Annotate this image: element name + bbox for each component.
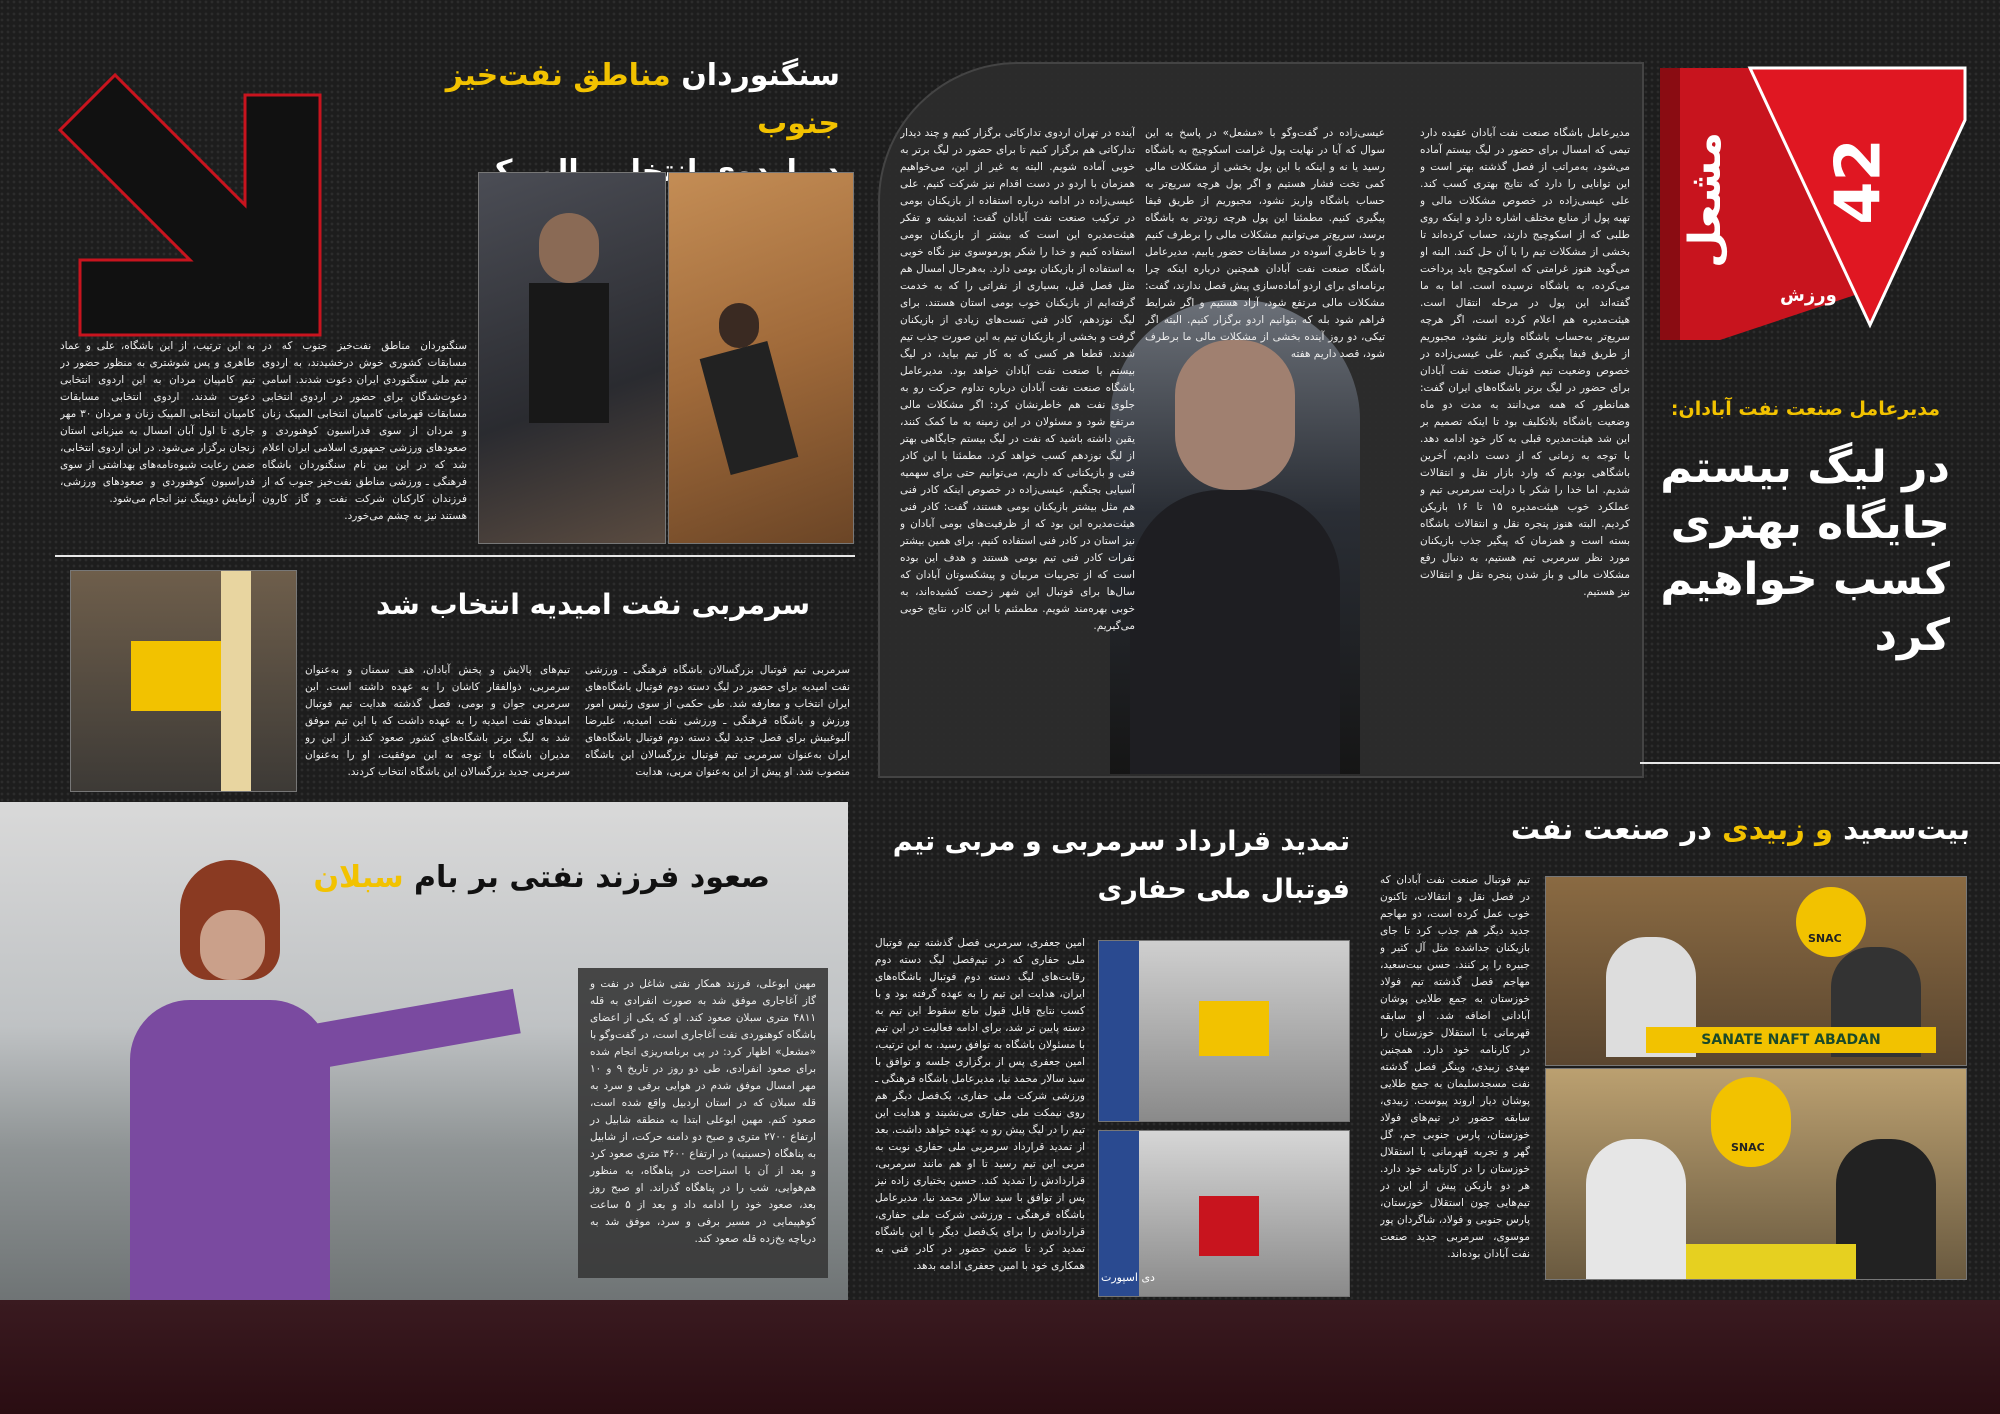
- summit-climber: [110, 860, 410, 1300]
- signing-photo-1: [1545, 876, 1967, 1066]
- summit-headline: صعود فرزند نفتی بر بام سبلان: [313, 860, 770, 895]
- contract-photo-2: [1098, 1130, 1350, 1297]
- signing-badge-1: SNAC: [1808, 932, 1842, 945]
- arrow-graphic: [40, 55, 330, 345]
- climbing-col1: سنگنوردان مناطق نفت‌خیز جنوب که در مسابقات کشوری خوش درخشیدند، به اردوی تیم ملی سنگنوردی ایران دعوت شدند. اسامی دعوت‌شدگان برای حضور در اردوی انتخابی مسابقات قهرمانی کامپیان انتخابی المپیک زنان و مردان از سوی فدراسیون کوهنوردی و صعودهای ورزشی جمهوری اسلامی ایران اعلام شد که در این بین نام سنگنوردان باشگاه فرهنگی ـ ورزشی مناطق نفت‌خیز جنوب که از فرزندان کارکنان شرکت نفت و گاز کارون هستند نیز به چشم می‌خورد.: [262, 340, 467, 522]
- contract-photo-1: [1098, 940, 1350, 1122]
- summit-headline-highlight: سبلان: [313, 860, 404, 895]
- main-headline-line-1: در لیگ بیستم: [1660, 442, 1950, 493]
- signing-photo-2: [1545, 1068, 1967, 1280]
- signing-badge-2: SNAC: [1731, 1141, 1765, 1154]
- coach-col2: تیم‌های پالایش و پخش آبادان، هف سمنان و به‌عنوان سرمربی، ذوالفقار کاشان را به عهده داشته است. این سرمربی جوان و بومی، فصل گذشته هدایت تیم فوتبال امیدهای نفت امیدیه را به عهده داشت که با این تیم موفق شد به لیگ برتر باشگاه‌های کشور صعود کند. از این رو مدیران باشگاه با توجه به این موفقیت، او را به‌عنوان سرمربی جدید بزرگسالان این باشگاه انتخاب کردند.: [305, 664, 570, 778]
- signing-headline: بیت‌سعید و زبیدی در صنعت نفت: [1510, 812, 1970, 846]
- main-headline-line-2: جایگاه بهتری: [1670, 498, 1950, 549]
- section-divider-1: [55, 555, 855, 557]
- climber-photo-1: [478, 172, 666, 544]
- climbing-col2: به این ترتیب، از این باشگاه، علی و عماد طاهری و پس شوشتری به منظور حضور در تیم کامپیان مردان به این اردوی انتخابی دعوت شدند. اردوی انتخابی مسابقات کامپیان انتخابی المپیک زنان و مردان ۳۰ مهر جاری تا اول آبان امسال به میزبانی استان زنجان برگزار می‌شود. در این اردوی انتخابی، ضمن رعایت شیوه‌نامه‌های بهداشتی از سوی فدراسیون کوهنوردی و صعودهای ورزشی، آزمایش دوپینگ نیز انجام می‌شود.: [60, 340, 255, 505]
- section-label: ورزش: [1780, 285, 1837, 306]
- main-story-col3: آینده در تهران اردوی تدارکاتی برگزار کنیم و چند دیدار تدارکاتی هم برگزار کنیم تا برای حضور در لیگ برتر به خوبی آماده شویم. البته به غیر از این، می‌خواهیم همزمان با اردو در دست اقدام نیز شرکت کنیم. علی عیسی‌زاده در ادامه درباره استفاده از بازیکنان بومی در ترکیب صنعت نفت آبادان گفت: اندیشه و تفکر هیئت‌مدیره این است که بیشتر از بازیکنان بومی استفاده کنیم و خدا را شکر پورموسوی نیز نگاه خوبی به استفاده از بازیکنان بومی دارد. به‌هرحال امسال هم مثل فصل قبل، بسیاری از نفراتی را که به خدمت گرفته‌ایم از بازیکنان خوب بومی استان هستند. برای لیگ نوزدهم، کادر فنی تست‌های زیادی از بازیکنان گرفت و بخشی از بازیکنان تیم به این صورت جذب تیم شدند. قطعا هر کسی که به کار تیم بیاید، در لیگ بیستم با صنعت نفت آبادان خواهد بود. مدیرعامل باشگاه صنعت نفت آبادان درباره تداوم حرکت رو به جلوی نفت هم خاطرنشان کرد: اگر مشکلات مالی مرتفع شود و مسئولان در این زمینه به ما کمک کنند، یقین داشته باشید که نفت در لیگ بیستم جایگاهی بهتر از لیگ نوزدهم کسب خواهد کرد. مطمئنا با این کادر فنی و بازیکنانی که داریم، می‌توانیم حتی برای سهمیه آسیایی بجنگیم. عیسی‌زاده در خصوص اینکه کادر فنی هم مثل بیشتر بازیکنان بومی هستند، گفت: کادر فنی هیئت‌مدیره این بود که از ظرفیت‌های بومی آبادان و نیز استان در کادر فنی استفاده کنیم. برای همین بیشتر نفرات کادر فنی تیم بومی هستند و هدف این بوده است که از تجربیات مربیان و پیشکسوتان آبادان که سال‌ها برای فوتبال این شهر زحمت کشیده‌اند، به خوبی بهره‌مند شویم. مطمئنم با این کادر، نتایج خوبی می‌گیریم.: [900, 127, 1135, 632]
- contract-photo-label: دی اسپورت: [1101, 1271, 1155, 1284]
- masthead: [1640, 60, 1970, 340]
- main-headline-line-3: کسب خواهیم: [1660, 554, 1950, 605]
- climbing-headline-highlight: مناطق نفت‌خیز جنوب: [445, 58, 840, 141]
- climber-photo-2: [668, 172, 854, 544]
- contract-headline-line-1: تمدید قرارداد سرمربی و مربی تیم: [892, 826, 1350, 857]
- main-story-headline: [1650, 440, 1950, 664]
- section-divider-2: [1640, 762, 2000, 764]
- signing-body: تیم فوتبال صنعت نفت آبادان که در فصل نقل و انتقالات، تاکنون خوب عمل کرده است، دو مهاجم جدید دیگر هم جذب کرد تا جای بازیکنان جداشده مثل آل کثیر و جبیره را پر کنند. حسن بیت‌سعید، مهاجم فصل گذشته تیم فولاد خوزستان به جمع طلایی پوشان آبادانی اضافه شد. او سابقه قهرمانی با استقلال خوزستان را در کارنامه خود دارد. همچنین مهدی زبیدی، وینگر فصل گذشته نفت مسجدسلیمان به جمع طلایی پوشان دیار اروند پیوست. زبیدی، سابقه حضور در تیم‌های فولاد خوزستان، پارس جنوبی جم، گل گهر و تجربه قهرمانی با استقلال خوزستان را در کارنامه خود دارد. هر دو بازیکن پیش از این در تیم‌هایی چون استقلال خوزستان، پارس جنوبی و فولاد، شاگردان پور موسوی، سرمربی جدید صنعت نفت آبادان بوده‌اند.: [1380, 874, 1530, 1260]
- coach-col1: سرمربی تیم فوتبال بزرگسالان باشگاه فرهنگی ـ ورزشی نفت امیدیه برای حضور در لیگ دسته دوم فوتبال باشگاه‌های ایران انتخاب و معارفه شد. طی حکمی از سوی رئیس امور ورزش و باشگاه فرهنگی ـ ورزشی نفت امیدیه، علیرضا آلبوغبیش برای فصل جدید لیگ دسته دوم فوتبال باشگاه‌های ایران به‌عنوان سرمربی تیم فوتبال بزرگسالان این باشگاه منصوب شد. او پیش از این به‌عنوان مربی، هدایت: [585, 664, 850, 778]
- climbing-headline-line-1: سنگنوردان مناطق نفت‌خیز جنوب: [445, 58, 840, 141]
- main-story-col2: عیسی‌زاده در گفت‌وگو با «مشعل» در پاسخ به این سوال که آیا در نهایت پول غرامت اسکوچیج به باشگاه رسید یا نه و اینکه با این پول بخشی از مشکلات مالی کمی تخت فشار هستیم و اگر پول هرچه سریع‌تر به حساب باشگاه واریز نشود، مجبوریم از طریق فیفا پیگیری کنیم. مطمئنا این پول هرچه زودتر به باشگاه برسد، سریع‌تر می‌توانیم مشکلات مالی را برطرف کنیم و با خاطری آسوده در مسابقات حضور یابیم. مدیرعامل باشگاه صنعت نفت آبادان همچنین درباره اینکه چرا برنامه‌ای برای اردو آماده‌سازی پیش فصل ندارند، گفت: مشکلات مالی مرتفع شود، آزاد هستیم و اگر شرایط فراهم شود بله که بتوانیم اردو برگزار کنیم. البته اگر تیکی، دو روز آینده بخشی از مشکلات مالی ما برطرف شود، قصد داریم هفته: [1145, 127, 1385, 360]
- main-headline-line-4: کرد: [1874, 610, 1950, 661]
- main-story-kicker: مدیرعامل صنعت نفت آبادان:: [1670, 398, 1940, 420]
- signing-scarf: SANATE NAFT ABADAN: [1646, 1027, 1936, 1053]
- contract-headline: [870, 818, 1350, 914]
- magazine-logo: مشعل: [1680, 131, 1731, 269]
- bottom-band: [0, 1300, 2000, 1414]
- contract-body: امین جعفری، سرمربی فصل گذشته تیم فوتبال ملی حفاری که در تیم‌فصل لیگ دسته دوم رقابت‌های لیگ دسته دوم فوتبال باشگاه‌های ایران، هدایت این تیم را به عهده گرفته بود و با کسب نتایج قابل قبول مانع سقوط این تیم به دسته پایین تر شد، برای ادامه فعالیت در این تیم با مسئولان باشگاه به توافق رسید. به این ترتیب، امین جعفری پس از برگزاری جلسه و توافق با سید سالار محمد نیا، مدیرعامل باشگاه فرهنگی ـ ورزشی شرکت ملی حفاری، یک‌فصل دیگر هم روی نیمکت ملی حفاری می‌نشیند و هدایت این تیم را در لیگ پیش رو به عهده خواهد داشت. بعد از تمدید قرارداد سرمربی ملی حفاری نوبت به مربی این تیم رسید تا او هم مانند سرمربی، قراردادش را تمدید کند. حسین بختیاری زاده نیز پس از توافق با سید سالار محمد نیا، مدیرعامل باشگاه فرهنگی ـ ورزشی شرکت ملی حفاری، قراردادش را برای یک‌فصل دیگر با این باشگاه تمدید کرد تا ضمن حضور در کادر فنی به همکاری خود با امین جعفری ادامه بدهد.: [875, 937, 1085, 1272]
- contract-headline-line-2: فوتبال ملی حفاری: [1097, 874, 1350, 905]
- signing-headline-highlight: و زبیدی: [1722, 812, 1833, 846]
- summit-body: مهین ابوعلی، فرزند همکار نفتی شاغل در نفت و گاز آغاجاری موفق شد به صورت انفرادی به قله ۴۸۱۱ متری سبلان صعود کند. او که یکی از اعضای باشگاه کوهنوردی نفت آغاجاری است، در گفت‌وگو با «مشعل» اظهار کرد: در پی برنامه‌ریزی انجام شده برای صعود انفرادی، طی دو روز در تاریخ ۹ و ۱۰ مهر امسال موفق شدم در هوایی برفی و سرد به قله سبلان که در استان اردبیل واقع شده است، صعود کنم. مهین ابوعلی ابتدا به منطقه شابیل در ارتفاع ۲۷۰۰ متری و صبح دو دامنه حرکت، از شابیل به پناهگاه (حسینیه) در ارتفاع ۳۶۰۰ متری صعود کرد و بعد از آن با استراحت در پناهگاه، به منظور هم‌هوایی، شب را در پناهگاه گذراند. او صبح روز بعد، صعود خود را ادامه داد و بعد از ۵ ساعت کوهپیمایی در مسیر برفی و سرد، موفق شد به دریاچه یخ‌زده قله صعود کند.: [578, 968, 828, 1278]
- main-story-col1: مدیرعامل باشگاه صنعت نفت آبادان عقیده دارد تیمی که امسال برای حضور در لیگ بیستم آماده می‌شود، به‌مراتب از فصل گذشته بهتر است و این توانایی را دارد که نتایج بهتری کسب کند. علی عیسی‌زاده در خصوص مشکلات مالی و تهیه پول از منابع مختلف اشاره دارد و اینکه روی طلبی که از اسکوچیج دارند، حساب کرده‌اند تا بخشی از مشکلات تیم را با آن حل کنند. البته او می‌گوید هنوز غرامتی که اسکوچیج باید پرداخت می‌کرده، به باشگاه نرسیده است. اما به ما گفته‌اند این پول در مرحله انتقال است. هیئت‌مدیره هم اعلام کرده است، اگر هرچه سریع‌تر به‌حساب باشگاه واریز نشود، مجبوریم از طریق فیفا پیگیری کنیم. علی عیسی‌زاده در خصوص وضعیت تیم فوتبال صنعت نفت آبادان برای حضور در لیگ برتر باشگاه‌های ایران گفت: همانطور که همه می‌دانند به مدت دو ماه وضعیت باشگاه بلاتکلیف بود تا اینکه تصمیم بر این شد هیئت‌مدیره قبلی به کار خود ادامه دهد. با توجه به زمانی که از دست دادیم، آخرین باشگاهی بودیم که وارد بازار نقل و انتقالات شدیم. اما خدا را شکر با درایت سرمربی تیم و عملکرد خوب هیئت‌مدیره ۱۵ تا ۱۶ بازیکن کردیم. البته هنوز پنجره نقل و انتقالات باشگاه بسته است و همزمان که پیگیر جذب بازیکنان مورد نظر سرمربی تیم هستیم، به دنبال رفع مشکلات مالی و باز شدن پنجره نقل و انتقالات نیز هستیم.: [1420, 127, 1630, 598]
- coach-headline: سرمربی نفت امیدیه انتخاب شد: [376, 588, 810, 621]
- page-number: 42: [1821, 138, 1895, 225]
- coach-photo: [70, 570, 297, 792]
